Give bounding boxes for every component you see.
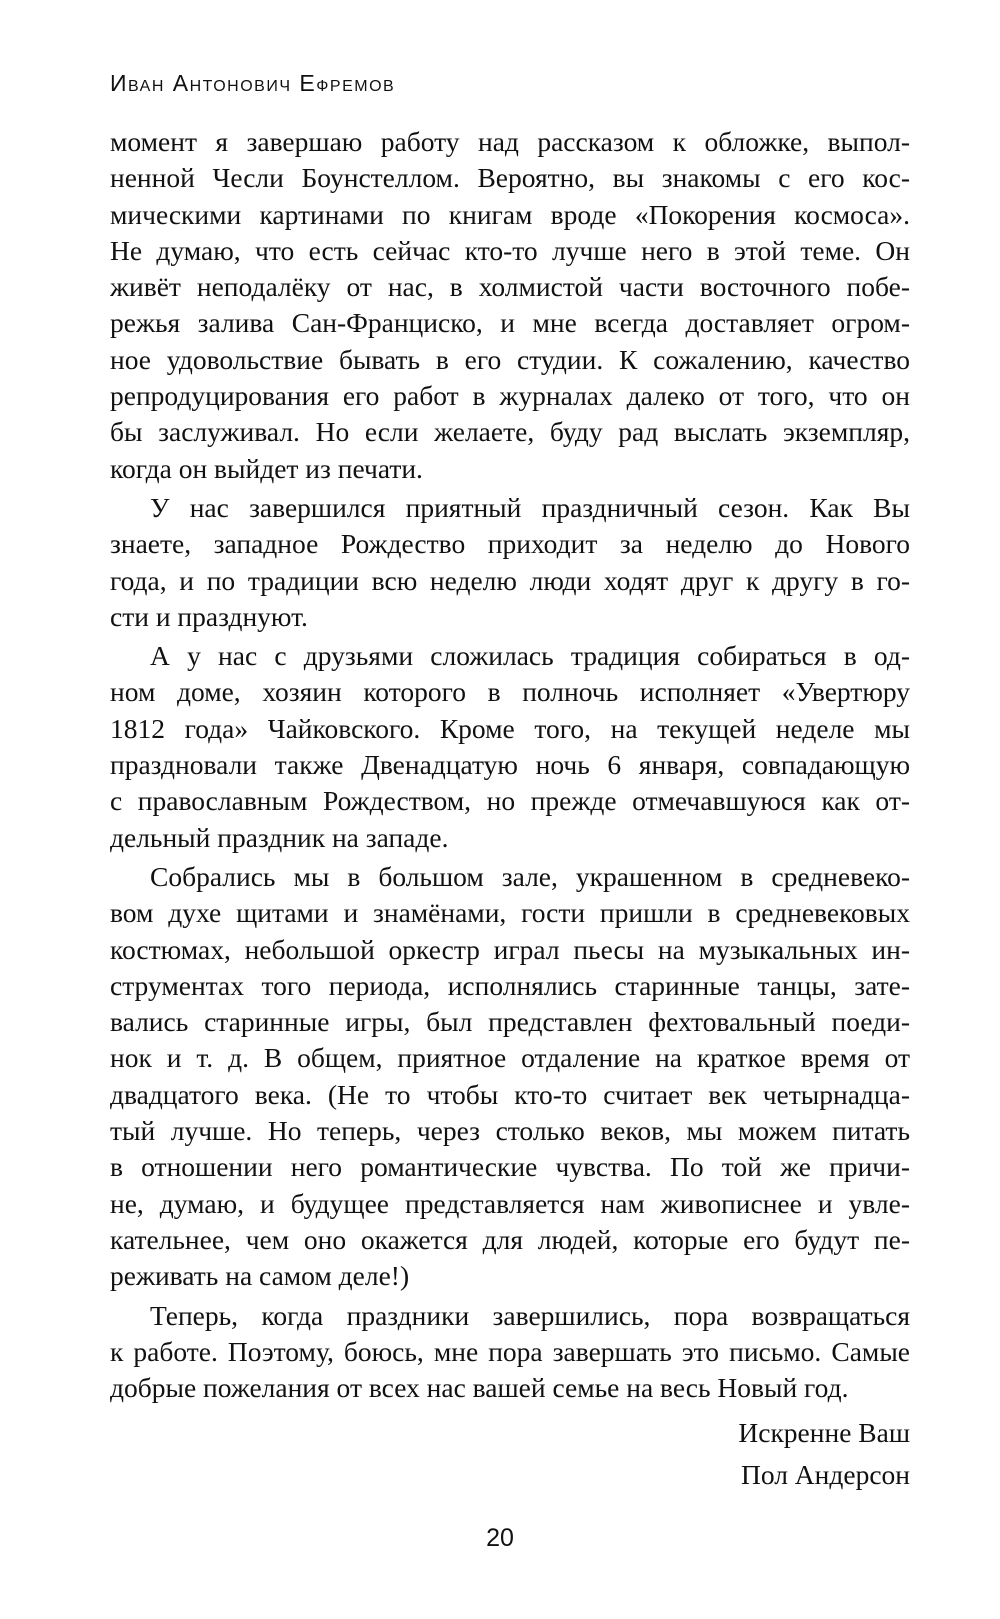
text-line: 1812 года» Чайковского. Кроме того, на текущей неделе мы: [110, 712, 910, 744]
text-line: когда он выйдет из печати.: [110, 452, 423, 484]
text-line: А у нас с друзьями сложилась традиция собираться в од-: [150, 640, 910, 672]
signature-block: [738, 1412, 910, 1496]
text-line: реживать на самом деле!): [110, 1260, 410, 1292]
text-line: Не думаю, что есть сейчас кто-то лучше него в этой теме. Он: [110, 234, 910, 266]
text-line: ное удовольствие бывать в его студии. К сожалению, качество: [110, 343, 910, 375]
text-line: режья залива Сан-Франциско, и мне всегда доставляет огром-: [110, 307, 910, 339]
text-line: дельный праздник на западе.: [110, 821, 449, 853]
text-line: вом духе щитами и знамёнами, гости пришли в средневековых: [110, 897, 910, 929]
text-line: нок и т. д. В общем, приятное отдаление на краткое время от: [110, 1042, 910, 1074]
text-line: праздновали также Двенадцатую ночь 6 января, совпадающую: [110, 749, 910, 781]
text-line: момент я завершаю работу над рассказом к обложке, выпол-: [110, 126, 910, 157]
text-line: с православным Рождеством, но прежде отмечавшуюся как от-: [110, 785, 910, 817]
text-line: струментах того периода, исполнялись старинные танцы, зате-: [110, 969, 910, 1001]
text-line: не, думаю, и будущее представляется нам живописнее и увле-: [110, 1187, 910, 1219]
text-line: вались старинные игры, был представлен фехтовальный поеди-: [110, 1006, 910, 1038]
text-line: Теперь, когда праздники завершились, пора возвращаться: [150, 1299, 910, 1331]
text-line: к работе. Поэтому, боюсь, мне пора завершать это письмо. Самые: [110, 1335, 910, 1367]
page-number: 20: [486, 1524, 514, 1552]
text-line: репродуцирования его работ в журналах далеко от того, что он: [110, 380, 910, 412]
signature-name: Пол Андерсон: [740, 1459, 910, 1490]
text-line: в отношении него романтические чувства. По той же причи-: [110, 1151, 910, 1183]
text-line: Собрались мы в большом зале, украшенном в средневеко-: [150, 860, 910, 892]
text-line: костюмах, небольшой оркестр играл пьесы на музыкальных ин-: [110, 933, 910, 965]
text-line: мическими картинами по книгам вроде «Покорения космоса».: [110, 198, 910, 230]
text-line: бы заслуживал. Но если желаете, буду рад выслать экземпляр,: [110, 416, 910, 448]
text-line: сти и празднуют.: [110, 600, 308, 632]
text-line: У нас завершился приятный праздничный сезон. Как Вы: [150, 491, 910, 523]
text-line: живёт неподалёку от нас, в холмистой части восточного побе-: [110, 271, 910, 303]
text-line: кательнее, чем оно окажется для людей, которые его будут пе-: [110, 1223, 910, 1255]
text-line: знаете, западное Рождество приходит за неделю до Нового: [110, 528, 910, 560]
signature-closing: Искренне Ваш: [738, 1417, 910, 1448]
running-head: Иван Антонович Ефремов: [110, 70, 396, 96]
text-line: ненной Чесли Боунстеллом. Вероятно, вы знакомы с его кос-: [110, 162, 910, 194]
text-line: года, и по традиции всю неделю люди ходят друг к другу в го-: [110, 564, 910, 596]
text-line: добрые пожелания от всех нас вашей семье на весь Новый год.: [110, 1372, 849, 1404]
text-line: тый лучше. Но теперь, через столько веков, мы можем питать: [110, 1115, 910, 1147]
text-line: ном доме, хозяин которого в полночь исполняет «Увертюру: [110, 676, 910, 708]
body-text: [110, 124, 910, 1406]
text-line: двадцатого века. (Не то чтобы кто-то считает век четырнадца-: [110, 1078, 910, 1110]
